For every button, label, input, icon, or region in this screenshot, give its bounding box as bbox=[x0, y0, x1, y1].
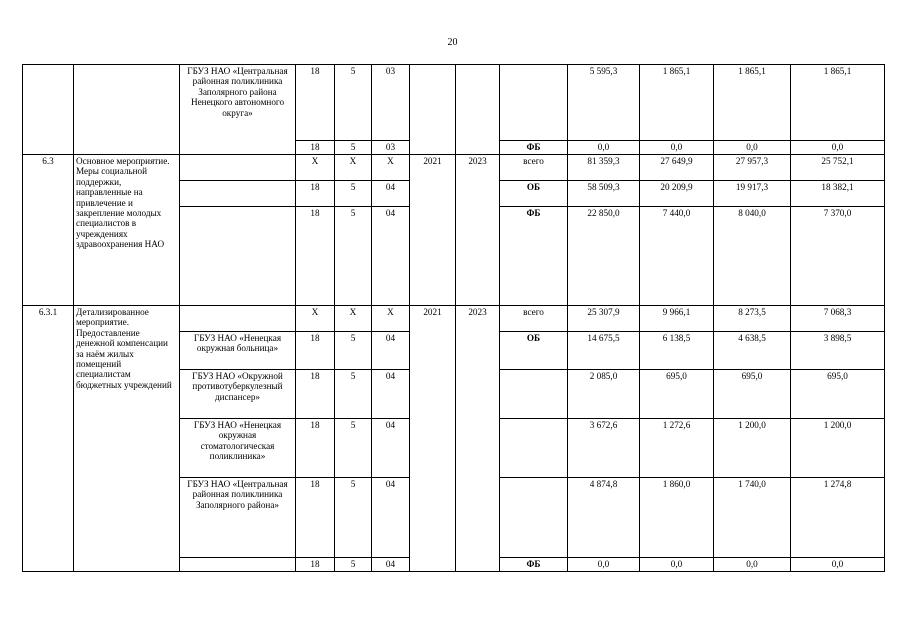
value-cell: 9 966,1 bbox=[640, 306, 714, 332]
value-cell: 0,0 bbox=[640, 141, 714, 155]
value-cell: 18 382,1 bbox=[791, 181, 885, 207]
value-cell: 1 865,1 bbox=[791, 65, 885, 141]
value-cell: 0,0 bbox=[791, 141, 885, 155]
value-cell: 0,0 bbox=[791, 558, 885, 572]
source-cell bbox=[500, 65, 568, 141]
source-cell: ФБ bbox=[500, 558, 568, 572]
value-cell: 0,0 bbox=[568, 141, 640, 155]
source-cell: всего bbox=[500, 306, 568, 332]
value-cell: 1 865,1 bbox=[640, 65, 714, 141]
name-cell bbox=[74, 65, 180, 155]
value-cell: 8 273,5 bbox=[714, 306, 791, 332]
code-cell: 18 bbox=[296, 207, 335, 306]
table-row bbox=[23, 65, 885, 141]
code-cell: Х bbox=[296, 155, 335, 181]
number-cell bbox=[23, 65, 74, 155]
code-cell: 04 bbox=[372, 558, 410, 572]
value-cell: 8 040,0 bbox=[714, 207, 791, 306]
value-cell: 58 509,3 bbox=[568, 181, 640, 207]
organization-cell bbox=[180, 155, 296, 181]
value-cell: 2 085,0 bbox=[568, 370, 640, 419]
organization-cell bbox=[180, 207, 296, 306]
code-cell: 18 bbox=[296, 478, 335, 558]
code-cell: 5 bbox=[335, 558, 372, 572]
value-cell: 3 672,6 bbox=[568, 419, 640, 478]
value-cell: 1 272,6 bbox=[640, 419, 714, 478]
table-row bbox=[23, 155, 885, 181]
value-cell: 1 860,0 bbox=[640, 478, 714, 558]
code-cell: Х bbox=[372, 306, 410, 332]
name-cell: Детализированное мероприятие. Предоставление денежной компенсации за наём жилых помещений специалистам бюджетных учреждений bbox=[74, 306, 180, 572]
organization-cell: ГБУЗ НАО «Ненецкая окружная стоматологическая поликлиника» bbox=[180, 419, 296, 478]
value-cell: 27 649,9 bbox=[640, 155, 714, 181]
value-cell: 22 850,0 bbox=[568, 207, 640, 306]
code-cell: 03 bbox=[372, 65, 410, 141]
code-cell: 5 bbox=[335, 181, 372, 207]
year-end-cell: 2023 bbox=[456, 155, 500, 306]
source-cell: ФБ bbox=[500, 141, 568, 155]
value-cell: 7 440,0 bbox=[640, 207, 714, 306]
code-cell: Х bbox=[372, 155, 410, 181]
value-cell: 0,0 bbox=[568, 558, 640, 572]
name-cell: Основное мероприятие. Меры социальной поддержки, направленные на привлечение и закрепление молодых специалистов в учреждениях здравоохранения НАО bbox=[74, 155, 180, 306]
organization-cell bbox=[180, 306, 296, 332]
code-cell: 5 bbox=[335, 141, 372, 155]
code-cell: 18 bbox=[296, 141, 335, 155]
code-cell: 18 bbox=[296, 181, 335, 207]
value-cell: 7 370,0 bbox=[791, 207, 885, 306]
value-cell: 0,0 bbox=[714, 558, 791, 572]
number-cell: 6.3.1 bbox=[23, 306, 74, 572]
organization-cell bbox=[180, 558, 296, 572]
year-start-cell bbox=[410, 65, 456, 155]
value-cell: 4 874,8 bbox=[568, 478, 640, 558]
code-cell: 18 bbox=[296, 558, 335, 572]
value-cell: 7 068,3 bbox=[791, 306, 885, 332]
value-cell: 1 865,1 bbox=[714, 65, 791, 141]
organization-cell: ГБУЗ НАО «Ненецкая окружная больница» bbox=[180, 332, 296, 370]
code-cell: 03 bbox=[372, 141, 410, 155]
code-cell: 5 bbox=[335, 207, 372, 306]
organization-cell bbox=[180, 181, 296, 207]
code-cell: 18 bbox=[296, 419, 335, 478]
code-cell: 5 bbox=[335, 478, 372, 558]
page-number: 20 bbox=[447, 37, 458, 48]
code-cell: 04 bbox=[372, 419, 410, 478]
code-cell: 18 bbox=[296, 332, 335, 370]
value-cell: 1 200,0 bbox=[714, 419, 791, 478]
code-cell: Х bbox=[335, 306, 372, 332]
value-cell: 19 917,3 bbox=[714, 181, 791, 207]
code-cell: Х bbox=[296, 306, 335, 332]
organization-cell: ГБУЗ НАО «Окружной противотуберкулезный диспансер» bbox=[180, 370, 296, 419]
value-cell: 20 209,9 bbox=[640, 181, 714, 207]
source-cell: ОБ bbox=[500, 332, 568, 370]
value-cell: 6 138,5 bbox=[640, 332, 714, 370]
source-cell bbox=[500, 478, 568, 558]
organization-cell: ГБУЗ НАО «Центральная районная поликлиника Заполярного района Ненецкого автономного округа» bbox=[180, 65, 296, 155]
value-cell: 5 595,3 bbox=[568, 65, 640, 141]
year-end-cell: 2023 bbox=[456, 306, 500, 572]
value-cell: 27 957,3 bbox=[714, 155, 791, 181]
year-end-cell bbox=[456, 65, 500, 155]
year-start-cell: 2021 bbox=[410, 155, 456, 306]
code-cell: 18 bbox=[296, 370, 335, 419]
value-cell: 695,0 bbox=[791, 370, 885, 419]
value-cell: 4 638,5 bbox=[714, 332, 791, 370]
code-cell: 18 bbox=[296, 65, 335, 141]
budget-table bbox=[22, 64, 885, 572]
code-cell: 04 bbox=[372, 370, 410, 419]
code-cell: 5 bbox=[335, 419, 372, 478]
value-cell: 1 200,0 bbox=[791, 419, 885, 478]
source-cell: ОБ bbox=[500, 181, 568, 207]
code-cell: 04 bbox=[372, 332, 410, 370]
code-cell: 5 bbox=[335, 65, 372, 141]
code-cell: 5 bbox=[335, 370, 372, 419]
value-cell: 695,0 bbox=[640, 370, 714, 419]
code-cell: 04 bbox=[372, 207, 410, 306]
value-cell: 25 307,9 bbox=[568, 306, 640, 332]
value-cell: 0,0 bbox=[640, 558, 714, 572]
value-cell: 1 740,0 bbox=[714, 478, 791, 558]
table-row bbox=[23, 306, 885, 332]
number-cell: 6.3 bbox=[23, 155, 74, 306]
code-cell: 5 bbox=[335, 332, 372, 370]
value-cell: 695,0 bbox=[714, 370, 791, 419]
value-cell: 0,0 bbox=[714, 141, 791, 155]
year-start-cell: 2021 bbox=[410, 306, 456, 572]
organization-cell: ГБУЗ НАО «Центральная районная поликлиника Заполярного района» bbox=[180, 478, 296, 558]
source-cell: всего bbox=[500, 155, 568, 181]
value-cell: 3 898,5 bbox=[791, 332, 885, 370]
value-cell: 81 359,3 bbox=[568, 155, 640, 181]
source-cell bbox=[500, 370, 568, 419]
value-cell: 14 675,5 bbox=[568, 332, 640, 370]
source-cell: ФБ bbox=[500, 207, 568, 306]
code-cell: 04 bbox=[372, 181, 410, 207]
code-cell: 04 bbox=[372, 478, 410, 558]
source-cell bbox=[500, 419, 568, 478]
value-cell: 25 752,1 bbox=[791, 155, 885, 181]
value-cell: 1 274,8 bbox=[791, 478, 885, 558]
code-cell: Х bbox=[335, 155, 372, 181]
